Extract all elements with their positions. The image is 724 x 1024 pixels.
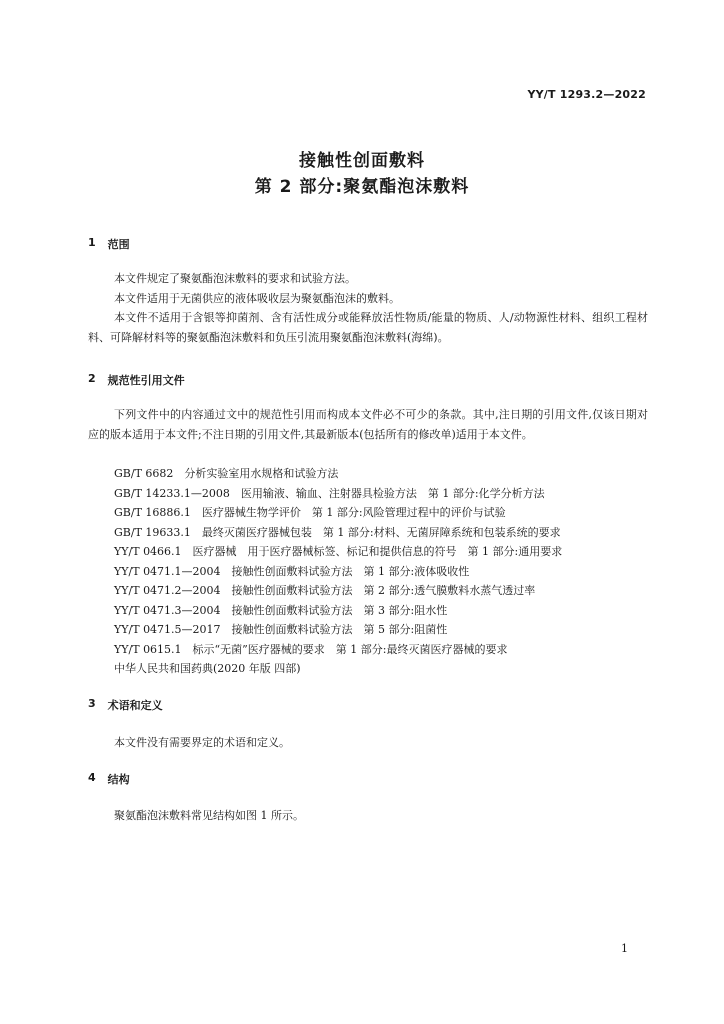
reference-item: YY/T 0615.1 标示“无菌”医疗器械的要求 第 1 部分:最终灭菌医疗器械的要求 (114, 642, 508, 656)
reference-item: YY/T 0471.3—2004 接触性创面敷料试验方法 第 3 部分:阻水性 (114, 603, 448, 617)
section-3-body (88, 733, 648, 753)
section-4-heading (88, 771, 130, 787)
section-2-number: 2 (88, 372, 96, 385)
reference-item: YY/T 0471.2—2004 接触性创面敷料试验方法 第 2 部分:透气膜敷料水蒸气透过率 (114, 584, 536, 597)
section-4-body (88, 806, 648, 826)
reference-item: YY/T 0471.1—2004 接触性创面敷料试验方法 第 1 部分:液体吸收性 (114, 564, 470, 578)
section-3-title: 术语和定义 (107, 699, 163, 712)
reference-item: GB/T 16886.1 医疗器械生物学评价 第 1 部分:风险管理过程中的评价与试验 (114, 506, 506, 519)
section-4-number: 4 (88, 771, 96, 784)
title-line-2: 第 2 部分:聚氨酯泡沫敷料 (254, 177, 470, 197)
standard-code: YY/T 1293.2—2022 (527, 88, 646, 101)
section-3-heading (88, 697, 163, 713)
reference-item: GB/T 14233.1—2008 医用输液、输血、注射器具检验方法 第 1 部分:化学分析方法 (114, 486, 545, 500)
section-3-number: 3 (88, 697, 96, 710)
section-1-number: 1 (88, 236, 96, 249)
section-1-body (88, 269, 648, 347)
section-1-heading (88, 236, 130, 252)
reference-item: YY/T 0471.5—2017 接触性创面敷料试验方法 第 5 部分:阻菌性 (114, 623, 448, 636)
document-title (0, 148, 724, 200)
reference-item: 中华人民共和国药典(2020 年版 四部) (114, 662, 301, 675)
structure-paragraph: 聚氨酯泡沫敷料常见结构如图 1 所示。 (114, 809, 304, 822)
page-number: 1 (621, 942, 628, 955)
section-1-title: 范围 (107, 238, 130, 251)
scope-paragraph-1: 本文件规定了聚氨酯泡沫敷料的要求和试验方法。 (114, 272, 356, 285)
reference-item: GB/T 19633.1 最终灭菌医疗器械包装 第 1 部分:材料、无菌屏障系统和包装系统的要求 (114, 525, 561, 539)
reference-item: YY/T 0466.1 医疗器械 用于医疗器械标签、标记和提供信息的符号 第 1 部分:通用要求 (114, 545, 563, 558)
title-line-1: 接触性创面敷料 (299, 151, 425, 171)
scope-paragraph-2: 本文件适用于无菌供应的液体吸收层为聚氨酯泡沫的敷料。 (114, 291, 400, 305)
section-4-title: 结构 (107, 773, 130, 786)
reference-list (114, 464, 654, 679)
terms-paragraph: 本文件没有需要界定的术语和定义。 (114, 736, 290, 749)
section-2-title: 规范性引用文件 (107, 374, 185, 387)
reference-item: GB/T 6682 分析实验室用水规格和试验方法 (114, 467, 339, 480)
section-2-intro (88, 405, 648, 444)
scope-paragraph-3: 本文件不适用于含银等抑菌剂、含有活性成分或能释放活性物质/能量的物质、人/动物源性材料、组织工程材料、可降解材料等的聚氨酯泡沫敷料和负压引流用聚氨酯泡沫敷料(海绵)。 (88, 311, 648, 344)
references-intro-paragraph: 下列文件中的内容通过文中的规范性引用而构成本文件必不可少的条款。其中,注日期的引用文件,仅该日期对应的版本适用于本文件;不注日期的引用文件,其最新版本(包括所有的修改单)适用于本文件。 (88, 408, 648, 441)
section-2-heading (88, 372, 185, 388)
